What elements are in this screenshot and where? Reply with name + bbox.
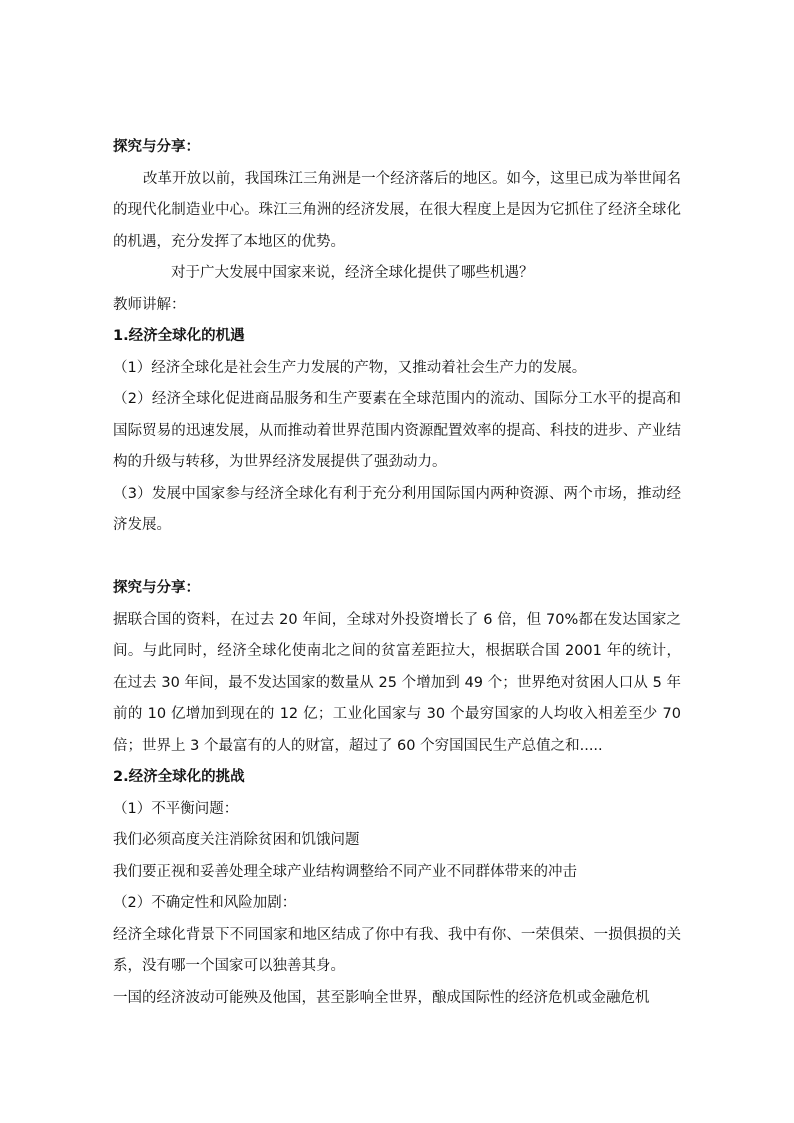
opportunity-point-2: （2）经济全球化促进商品服务和生产要素在全球范围内的流动、国际分工水平的提高和国际贸易的迅速发展，从而推动着世界范围内资源配置效率的提高、科技的进步、产业结构的升级与转移，为世界经济发展提供了强劲动力。 bbox=[113, 391, 681, 470]
intro-paragraph: 改革开放以前，我国珠江三角洲是一个经济落后的地区。如今，这里已成为举世闻名的现代化制造业中心。珠江三角洲的经济发展，在很大程度上是因为它抓住了经济全球化的机遇，充分发挥了本地区的优势。 bbox=[113, 170, 681, 250]
challenges-title: 2.经济全球化的挑战 bbox=[113, 769, 245, 785]
document-page bbox=[113, 132, 681, 1014]
imbalance-line-2: 我们要正视和妥善处理全球产业结构调整给不同产业不同群体带来的冲击 bbox=[113, 863, 577, 880]
uncertainty-subheading: （2）不确定性和风险加剧： bbox=[113, 895, 297, 911]
section-spacer bbox=[113, 542, 681, 574]
imbalance-line-1: 我们必须高度关注消除贫困和饥饿问题 bbox=[113, 832, 360, 848]
section-heading-explore-2: 探究与分享： bbox=[113, 580, 200, 596]
teacher-explanation-label: 教师讲解： bbox=[113, 296, 186, 313]
section-heading-explore-1: 探究与分享： bbox=[113, 139, 200, 155]
opportunity-point-1: （1）经济全球化是社会生产力发展的产物，又推动着社会生产力的发展。 bbox=[113, 359, 587, 376]
opportunity-point-3: （3）发展中国家参与经济全球化有利于充分利用国际国内两种资源、两个市场，推动经济发展。 bbox=[113, 485, 681, 533]
discussion-question: 对于广大发展中国家来说，经济全球化提供了哪些机遇？ bbox=[171, 265, 534, 281]
un-data-paragraph: 据联合国的资料，在过去 20 年间，全球对外投资增长了 6 倍，但 70%都在发达国家之间。与此同时，经济全球化使南北之间的贫富差距拉大，根据联合国 2001 年的统计，在过去 30 年间，最不发达国家的数量从 25 个增加到 49 个；世界绝对贫困人口从 5 年前的 10 亿增加到现在的 12 亿；工业化国家与 30 个最穷国家的人均收入相差至少 70 倍；世界上 3 个最富有的人的财富，超过了 60 个穷国国民生产总值之和..... bbox=[113, 611, 681, 754]
uncertainty-line: 一国的经济波动可能殃及他国，甚至影响全世界，酿成国际性的经济危机或金融危机 bbox=[113, 989, 650, 1006]
uncertainty-paragraph: 经济全球化背景下不同国家和地区结成了你中有我、我中有你、一荣俱荣、一损俱损的关系，没有哪一个国家可以独善其身。 bbox=[113, 926, 681, 974]
imbalance-subheading: （1）不平衡问题： bbox=[113, 800, 239, 817]
opportunities-title: 1.经济全球化的机遇 bbox=[113, 328, 245, 344]
